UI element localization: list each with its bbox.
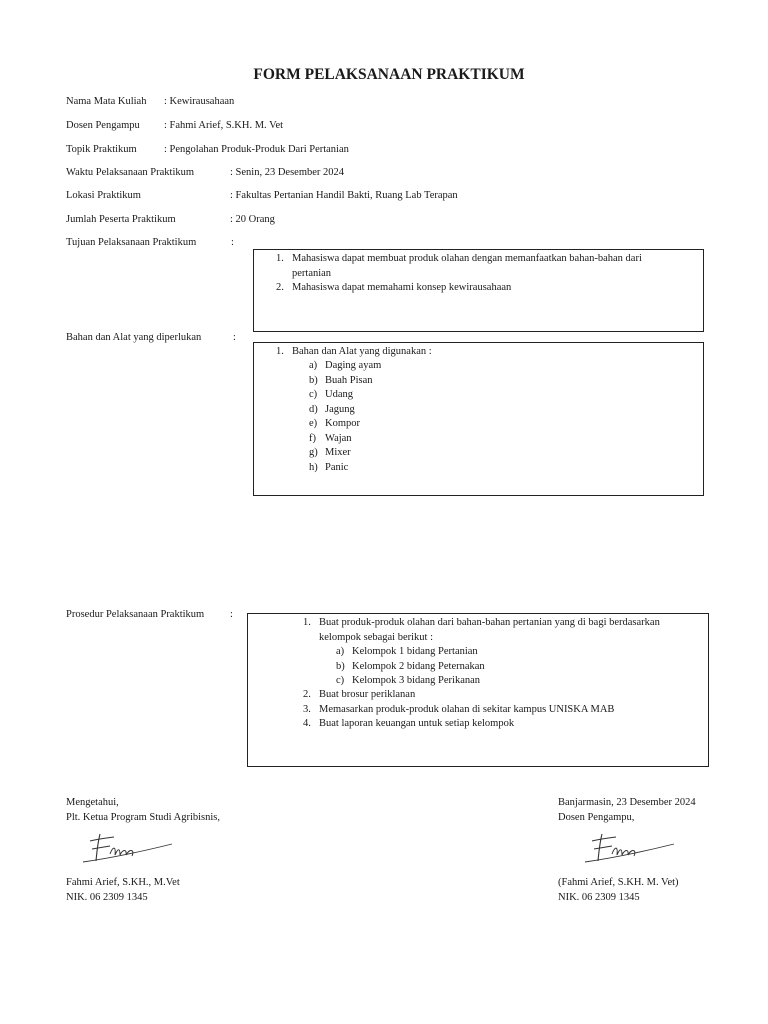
bahan-sublist [309, 359, 689, 475]
list-item [309, 417, 689, 432]
list-number: 1. [303, 617, 311, 628]
list-text: Mahasiswa dapat membuat produk olahan dengan memanfaatkan bahan-bahan dari [292, 253, 642, 264]
list-text: Buah Pisan [325, 374, 373, 386]
right-sign-line1: Banjarmasin, 23 Desember 2024 [558, 797, 696, 808]
list-letter: d) [309, 403, 318, 415]
topik-value: : Pengolahan Produk-Produk Dari Pertanian [164, 144, 349, 155]
list-letter: g) [309, 447, 318, 458]
list-text: Kelompok 1 bidang Pertanian [352, 646, 478, 657]
list-number: 1. [276, 253, 284, 264]
list-text: pertanian [292, 267, 332, 279]
page-title: FORM PELAKSANAAN PRAKTIKUM [253, 66, 525, 83]
list-text: Kompor [325, 418, 360, 429]
list-item [309, 374, 689, 389]
list-letter: c) [336, 675, 345, 686]
list-text: Wajan [325, 432, 352, 444]
list-item [336, 660, 696, 675]
list-item [336, 674, 696, 689]
jumlah-label: Jumlah Peserta Praktikum [66, 214, 176, 225]
topik-label: Topik Praktikum [66, 144, 137, 155]
prosedur-label: Prosedur Pelaksanaan Praktikum [66, 609, 205, 620]
right-sign-name: (Fahmi Arief, S.KH. M. Vet) [558, 877, 679, 888]
list-item [309, 403, 689, 418]
prosedur-box [247, 613, 709, 767]
list-item [309, 446, 689, 461]
list-letter: h) [309, 461, 318, 473]
list-text: Buat produk-produk olahan dari bahan-bahan pertanian yang di bagi berdasarkan [319, 617, 660, 628]
lokasi-value: : Fakultas Pertanian Handil Bakti, Ruang Lab Terapan [230, 190, 458, 201]
list-letter: c) [309, 389, 318, 400]
list-letter: f) [309, 432, 316, 444]
list-text: Kelompok 2 bidang Peternakan [352, 660, 485, 672]
bahan-label: Bahan dan Alat yang diperlukan [66, 332, 202, 343]
list-number: 2. [276, 282, 284, 293]
left-sign-line1: Mengetahui, [66, 797, 119, 808]
tujuan-label: Tujuan Pelaksanaan Praktikum [66, 237, 197, 248]
left-sign-name: Fahmi Arief, S.KH., M.Vet [66, 877, 180, 888]
list-item [309, 432, 689, 447]
list-item [336, 645, 696, 660]
list-number: 4. [303, 718, 311, 729]
right-sign-nik: NIK. 06 2309 1345 [558, 892, 640, 903]
list-text: Bahan dan Alat yang digunakan : [292, 346, 432, 357]
waktu-label: Waktu Pelaksanaan Praktikum [66, 167, 195, 178]
list-text: Panic [325, 461, 349, 473]
mata-kuliah-value: : Kewirausahaan [164, 96, 235, 107]
bahan-colon: : [233, 332, 236, 343]
prosedur-item [303, 688, 703, 703]
mata-kuliah-label: Nama Mata Kuliah [66, 96, 147, 107]
tujuan-box [253, 249, 704, 332]
list-letter: a) [309, 360, 318, 371]
prosedur-colon: : [230, 609, 233, 620]
list-number: 3. [303, 703, 311, 715]
list-text: Kelompok 3 bidang Perikanan [352, 675, 481, 686]
list-text: Memasarkan produk-produk olahan di sekitar kampus UNISKA MAB [319, 703, 615, 715]
list-letter: a) [336, 646, 345, 657]
list-letter: e) [309, 418, 318, 429]
list-item [309, 388, 689, 403]
tujuan-colon: : [231, 237, 234, 248]
list-item [309, 461, 689, 476]
tujuan-item [276, 252, 696, 281]
list-text: Udang [325, 389, 353, 400]
list-number: 1. [276, 346, 284, 357]
signature-icon [80, 828, 175, 868]
prosedur-item [303, 717, 703, 732]
list-text: Jagung [325, 403, 355, 415]
prosedur-sublist [336, 645, 696, 689]
list-text: Daging ayam [325, 360, 382, 371]
lokasi-label: Lokasi Praktikum [66, 190, 141, 201]
left-sign-nik: NIK. 06 2309 1345 [66, 892, 148, 903]
jumlah-value: : 20 Orang [230, 214, 275, 225]
list-number: 2. [303, 689, 311, 700]
dosen-value: : Fahmi Arief, S.KH. M. Vet [164, 120, 284, 131]
list-letter: b) [309, 374, 318, 386]
bahan-box [253, 342, 704, 496]
list-text: kelompok sebagai berikut : [319, 631, 434, 643]
dosen-label: Dosen Pengampu [66, 120, 140, 131]
prosedur-item [303, 616, 703, 645]
signature-icon [582, 828, 677, 868]
list-text: Mixer [325, 447, 351, 458]
bahan-heading [276, 345, 696, 360]
prosedur-rest [303, 688, 703, 732]
list-text: Buat brosur periklanan [319, 689, 416, 700]
prosedur-item [303, 703, 703, 718]
tujuan-item [276, 281, 696, 296]
waktu-value: : Senin, 23 Desember 2024 [230, 167, 345, 178]
list-text: Buat laporan keuangan untuk setiap kelompok [319, 718, 515, 729]
left-sign-line2: Plt. Ketua Program Studi Agribisnis, [66, 812, 221, 823]
list-text: Mahasiswa dapat memahami konsep kewirausahaan [292, 282, 512, 293]
right-sign-line2: Dosen Pengampu, [558, 812, 635, 823]
list-item [309, 359, 689, 374]
list-letter: b) [336, 660, 345, 672]
